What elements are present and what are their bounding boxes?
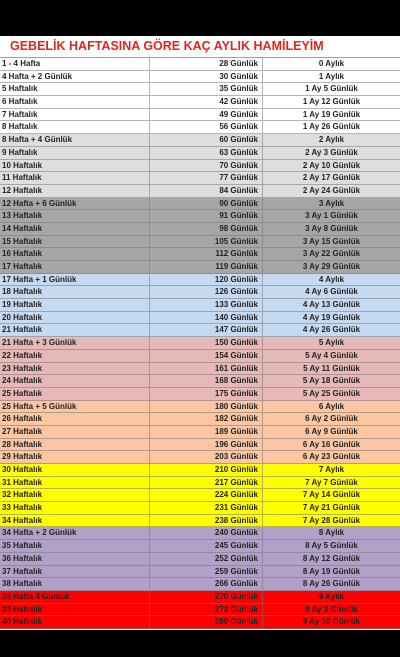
week-cell: 27 Haftalık	[0, 426, 150, 438]
table-row	[0, 236, 400, 249]
days-cell: 245 Günlük	[150, 540, 263, 552]
table-row	[0, 439, 400, 452]
week-cell: 40 Haftalık	[0, 616, 150, 628]
table-row	[0, 515, 400, 528]
week-cell: 5 Haftalık	[0, 83, 150, 95]
table-row	[0, 375, 400, 388]
week-cell: 1 - 4 Hafta	[0, 58, 150, 70]
days-cell: 91 Günlük	[150, 210, 263, 222]
months-cell: 2 Aylık	[318, 135, 345, 145]
table-row	[0, 426, 400, 439]
table-row	[0, 312, 400, 325]
months-cell: 1 Ay 12 Günlük	[302, 97, 361, 107]
days-cell: 182 Günlük	[150, 413, 263, 425]
days-cell: 154 Günlük	[150, 350, 263, 362]
months-cell: 3 Ay 15 Günlük	[302, 236, 361, 246]
months-cell: 8 Ay 19 Günlük	[302, 566, 361, 576]
months-cell: 4 Ay 19 Günlük	[302, 312, 361, 322]
table-row	[0, 502, 400, 515]
days-cell: 119 Günlük	[150, 261, 263, 273]
week-cell: 13 Haftalık	[0, 210, 150, 222]
table-row	[0, 160, 400, 173]
table-row	[0, 134, 400, 147]
days-cell: 90 Günlük	[150, 198, 263, 210]
week-cell: 25 Haftalık	[0, 388, 150, 400]
months-cell: 5 Ay 11 Günlük	[303, 363, 360, 373]
months-cell: 4 Ay 6 Günlük	[305, 287, 358, 297]
months-cell: 7 Ay 28 Günlük	[302, 515, 361, 525]
week-cell: 28 Haftalık	[0, 439, 150, 451]
days-cell: 259 Günlük	[150, 566, 263, 578]
months-cell: 3 Ay 1 Günlük	[305, 211, 358, 221]
days-cell: 252 Günlük	[150, 553, 263, 565]
days-cell: 120 Günlük	[150, 274, 263, 286]
months-cell: 9 Ay 3 Günlük	[305, 604, 358, 614]
table-row	[0, 388, 400, 401]
table-row	[0, 401, 400, 414]
week-cell: 32 Haftalık	[0, 489, 150, 501]
months-cell: 0 Aylık	[318, 59, 345, 68]
months-cell: 3 Aylık	[318, 198, 345, 208]
days-cell: 84 Günlük	[150, 185, 263, 197]
months-cell: 2 Ay 24 Günlük	[302, 185, 361, 195]
months-cell: 6 Ay 16 Günlük	[302, 439, 361, 449]
days-cell: 280 Günlük	[150, 616, 263, 628]
week-cell: 34 Haftalık	[0, 515, 150, 527]
months-cell: 2 Ay 10 Günlük	[302, 160, 361, 170]
week-cell: 25 Hafta + 5 Günlük	[0, 401, 150, 413]
table-row	[0, 58, 400, 71]
week-cell: 17 Hafta + 1 Günlük	[0, 274, 150, 286]
table-row	[0, 71, 400, 84]
months-cell: 6 Aylık	[318, 401, 345, 411]
table-row	[0, 413, 400, 426]
months-cell: 1 Ay 26 Günlük	[302, 122, 361, 132]
week-cell: 34 Hafta + 2 Günlük	[0, 527, 150, 539]
days-cell: 98 Günlük	[150, 223, 263, 235]
days-cell: 105 Günlük	[150, 236, 263, 248]
months-cell: 5 Ay 18 Günlük	[302, 376, 361, 386]
days-cell: 30 Günlük	[150, 71, 263, 83]
table-row	[0, 324, 400, 337]
week-cell: 12 Haftalık	[0, 185, 150, 197]
week-cell: 38 Hafta 4 Günlük	[0, 591, 150, 603]
table-row	[0, 210, 400, 223]
months-cell: 7 Ay 7 Günlük	[305, 477, 358, 487]
days-cell: 210 Günlük	[150, 464, 263, 476]
months-cell: 7 Ay 21 Günlük	[302, 503, 361, 513]
week-cell: 21 Haftalık	[0, 324, 150, 336]
week-cell: 26 Haftalık	[0, 413, 150, 425]
table-row	[0, 540, 400, 553]
table-row	[0, 363, 400, 376]
months-cell: 8 Ay 12 Günlük	[302, 553, 361, 563]
week-cell: 8 Hafta + 4 Günlük	[0, 134, 150, 146]
pregnancy-table-sheet	[0, 36, 400, 630]
week-cell: 8 Haftalık	[0, 121, 150, 133]
days-cell: 231 Günlük	[150, 502, 263, 514]
days-cell: 133 Günlük	[150, 299, 263, 311]
table-row	[0, 553, 400, 566]
table-row	[0, 248, 400, 261]
days-cell: 180 Günlük	[150, 401, 263, 413]
table-row	[0, 477, 400, 490]
days-cell: 140 Günlük	[150, 312, 263, 324]
week-cell: 17 Haftalık	[0, 261, 150, 273]
days-cell: 224 Günlük	[150, 489, 263, 501]
days-cell: 240 Günlük	[150, 527, 263, 539]
table-row	[0, 566, 400, 579]
table-row	[0, 121, 400, 134]
days-cell: 217 Günlük	[150, 477, 263, 489]
months-cell: 5 Ay 25 Günlük	[302, 388, 361, 398]
days-cell: 42 Günlük	[150, 96, 263, 108]
table-row	[0, 261, 400, 274]
days-cell: 147 Günlük	[150, 324, 263, 336]
week-cell: 30 Haftalık	[0, 464, 150, 476]
months-cell: 3 Ay 22 Günlük	[302, 249, 361, 259]
months-cell: 1 Ay 19 Günlük	[302, 109, 361, 119]
days-cell: 126 Günlük	[150, 286, 263, 298]
months-cell: 4 Aylık	[318, 274, 345, 284]
table-row	[0, 286, 400, 299]
days-cell: 196 Günlük	[150, 439, 263, 451]
days-cell: 60 Günlük	[150, 134, 263, 146]
months-cell: 2 Ay 3 Günlük	[305, 147, 358, 157]
week-cell: 6 Haftalık	[0, 96, 150, 108]
table-row	[0, 172, 400, 185]
week-cell: 39 Haftalık	[0, 604, 150, 616]
week-cell: 21 Hafta + 3 Günlük	[0, 337, 150, 349]
months-cell: 5 Ay 4 Günlük	[305, 350, 358, 360]
week-cell: 11 Haftalık	[0, 172, 150, 184]
table-row	[0, 527, 400, 540]
months-cell: 3 Ay 29 Günlük	[302, 262, 361, 271]
months-cell: 5 Aylık	[318, 338, 345, 348]
week-cell: 22 Haftalık	[0, 350, 150, 362]
table-row	[0, 96, 400, 109]
table-row	[0, 464, 400, 477]
months-cell: 7 Ay 14 Günlük	[302, 490, 361, 500]
week-cell: 12 Hafta + 6 Günlük	[0, 198, 150, 210]
days-cell: 63 Günlük	[150, 147, 263, 159]
months-cell: 4 Ay 26 Günlük	[302, 325, 361, 335]
table-row	[0, 185, 400, 198]
months-cell: 8 Ay 26 Günlük	[302, 579, 361, 589]
days-cell: 150 Günlük	[150, 337, 263, 349]
week-cell: 23 Haftalık	[0, 363, 150, 375]
week-cell: 4 Hafta + 2 Günlük	[0, 71, 150, 83]
week-cell: 19 Haftalık	[0, 299, 150, 311]
months-cell: 9 Aylık	[318, 591, 345, 601]
week-cell: 14 Haftalık	[0, 223, 150, 235]
page-title: GEBELİK HAFTASINA GÖRE KAÇ AYLIK HAMİLEYİM	[10, 39, 324, 53]
days-cell: 168 Günlük	[150, 375, 263, 387]
week-cell: 31 Haftalık	[0, 477, 150, 489]
days-cell: 273 Günlük	[150, 604, 263, 616]
table-row	[0, 616, 400, 629]
week-cell: 29 Haftalık	[0, 451, 150, 463]
bottom-bar	[0, 630, 400, 657]
days-cell: 266 Günlük	[150, 578, 263, 590]
days-cell: 203 Günlük	[150, 451, 263, 463]
months-cell: 6 Ay 9 Günlük	[305, 426, 358, 436]
days-cell: 56 Günlük	[150, 121, 263, 133]
week-cell: 10 Haftalık	[0, 160, 150, 172]
table-row	[0, 591, 400, 604]
table-row	[0, 350, 400, 363]
table-row	[0, 299, 400, 312]
table-row	[0, 578, 400, 591]
week-cell: 33 Haftalık	[0, 502, 150, 514]
table-row	[0, 147, 400, 160]
table-row	[0, 604, 400, 617]
week-cell: 9 Haftalık	[0, 147, 150, 159]
week-cell: 7 Haftalık	[0, 109, 150, 121]
days-cell: 28 Günlük	[150, 58, 263, 70]
table-row	[0, 223, 400, 236]
months-cell: 6 Ay 23 Günlük	[302, 452, 361, 462]
week-cell: 20 Haftalık	[0, 312, 150, 324]
week-cell: 38 Haftalık	[0, 578, 150, 590]
days-cell: 112 Günlük	[150, 248, 263, 260]
months-cell: 8 Aylık	[318, 528, 345, 538]
table-body	[0, 57, 400, 629]
days-cell: 238 Günlük	[150, 515, 263, 527]
months-cell: 1 Aylık	[318, 71, 345, 81]
months-cell: 7 Aylık	[318, 465, 345, 474]
days-cell: 189 Günlük	[150, 426, 263, 438]
months-cell: 3 Ay 8 Günlük	[305, 223, 358, 233]
week-cell: 35 Haftalık	[0, 540, 150, 552]
months-cell: 4 Ay 13 Günlük	[302, 300, 361, 310]
table-row	[0, 109, 400, 122]
week-cell: 15 Haftalık	[0, 236, 150, 248]
table-row	[0, 198, 400, 211]
days-cell: 161 Günlük	[150, 363, 263, 375]
table-row	[0, 337, 400, 350]
months-cell: 2 Ay 17 Günlük	[302, 173, 361, 183]
months-cell: 6 Ay 2 Günlük	[305, 414, 358, 424]
table-row	[0, 83, 400, 96]
week-cell: 16 Haftalık	[0, 248, 150, 260]
months-cell: 9 Ay 10 Günlük	[302, 617, 361, 627]
week-cell: 36 Haftalık	[0, 553, 150, 565]
week-cell: 18 Haftalık	[0, 286, 150, 298]
table-row	[0, 451, 400, 464]
days-cell: 70 Günlük	[150, 160, 263, 172]
days-cell: 77 Günlük	[150, 172, 263, 184]
months-cell: 1 Ay 5 Günlük	[305, 84, 358, 94]
table-row	[0, 489, 400, 502]
days-cell: 35 Günlük	[150, 83, 263, 95]
week-cell: 24 Haftalık	[0, 375, 150, 387]
week-cell: 37 Haftalık	[0, 566, 150, 578]
table-row	[0, 274, 400, 287]
months-cell: 8 Ay 5 Günlük	[305, 541, 358, 551]
days-cell: 49 Günlük	[150, 109, 263, 121]
days-cell: 270 Günlük	[150, 591, 263, 603]
days-cell: 175 Günlük	[150, 388, 263, 400]
